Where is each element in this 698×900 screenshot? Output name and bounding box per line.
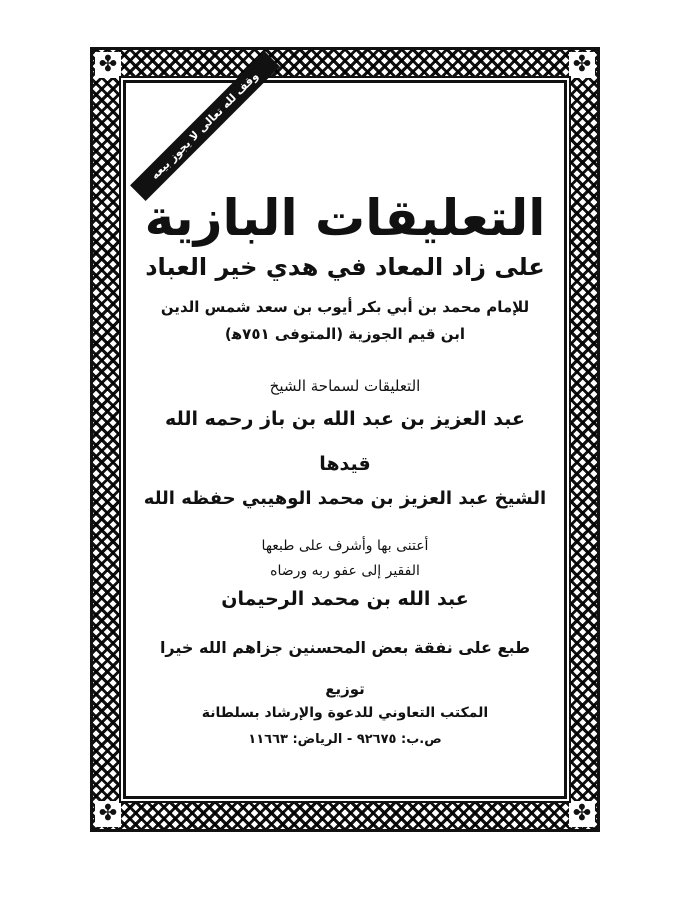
recorded-label: قيدها: [319, 453, 371, 475]
author-line-2: ابن قيم الجوزية (المتوفى ٧٥١ﻫ): [224, 325, 466, 343]
corner-ornament-icon: ✤: [95, 801, 121, 827]
book-title: التعليقات البازية: [144, 189, 546, 247]
book-subtitle: على زاد المعاد في هدي خير العباد: [145, 253, 545, 281]
title-page-panel: [123, 69, 567, 799]
waqf-banner: وقف لله تعالى لا يجوز بيعه: [130, 51, 280, 201]
commentator-name: عبد العزيز بن عبد الله بن باز رحمه الله: [165, 408, 525, 430]
edited-label: أعتنى بها وأشرف على طبعها: [261, 538, 429, 554]
corner-ornament-icon: ✤: [569, 52, 595, 78]
title-page-content: [126, 69, 564, 796]
corner-ornament-icon: ✤: [569, 801, 595, 827]
recorder-name: الشيخ عبد العزيز بن محمد الوهيبي حفظه الله: [143, 488, 547, 509]
comments-label: التعليقات لسماحة الشيخ: [269, 377, 421, 395]
printed-note: طبع على نفقة بعض المحسنين جزاهم الله خيرا: [159, 638, 531, 657]
distributor-name: المكتب التعاوني للدعوة والإرشاد بسلطانة: [201, 705, 489, 721]
ornamental-border: [90, 47, 600, 832]
corner-ornament-icon: ✤: [95, 52, 121, 78]
distribution-label: توزيع: [325, 680, 365, 698]
editor-name: عبد الله بن محمد الرحيمان: [221, 588, 469, 610]
author-line-1: للإمام محمد بن أبي بكر أيوب بن سعد شمس الدين: [160, 298, 530, 316]
servant-label: الفقير إلى عفو ربه ورضاه: [270, 563, 420, 579]
distributor-address: ص.ب: ٩٢٦٧٥ - الرياض: ١١٦٦٣: [248, 732, 442, 747]
